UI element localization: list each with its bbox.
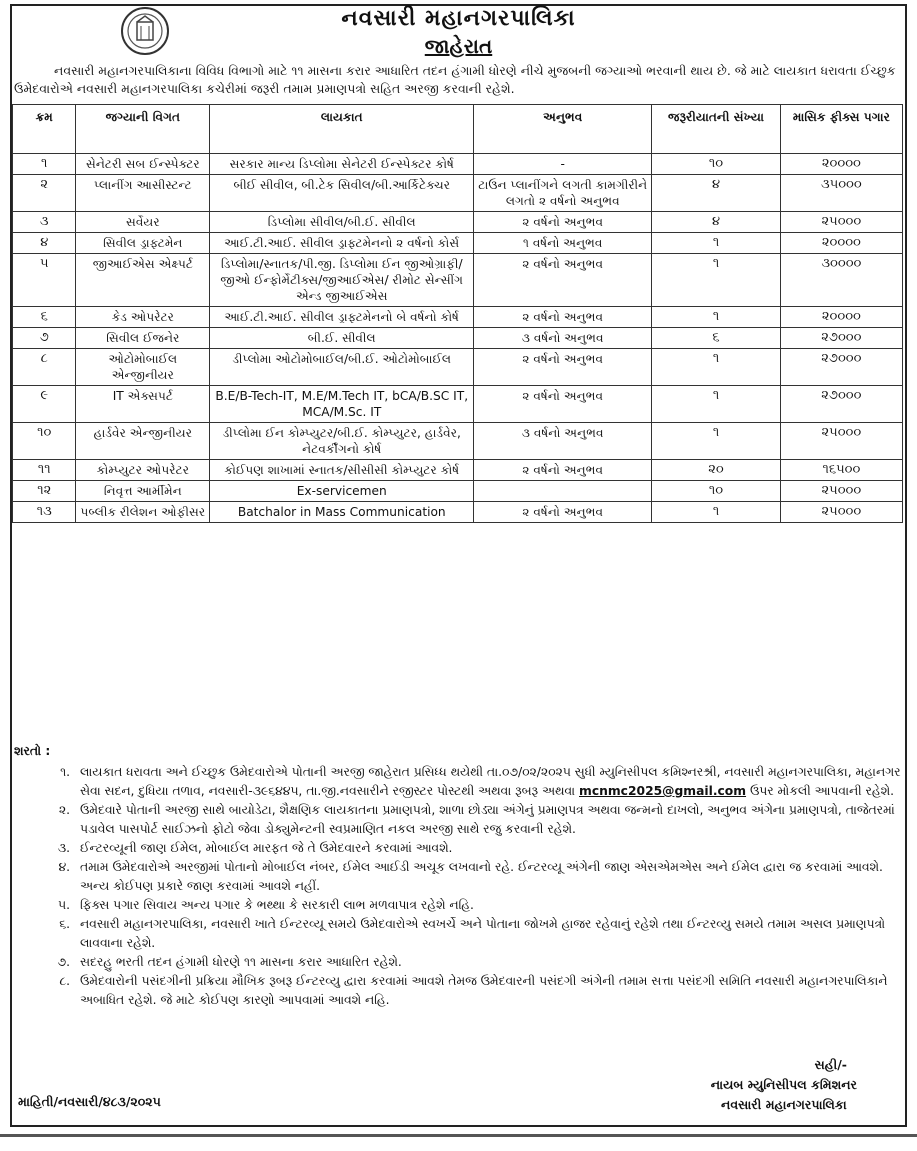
row-serial: ૧૩ bbox=[13, 502, 76, 523]
row-salary: ૨૫૦૦૦ bbox=[780, 481, 902, 502]
row-serial: ૬ bbox=[13, 307, 76, 328]
row-qualification: ડિપ્લોમા/સ્નાતક/પી.જી. ડિપ્લોમા ઈન જીઓગ્રાફી/જીઓ ઈન્ફોર્મેટીક્સ/જીઆઈએસ/ રીમોટ સેન્સીંગ એન્ડ જીઆઈએસ bbox=[210, 254, 474, 307]
row-qualification: ડીપ્લોમા ઈન કોમ્પ્યુટર/બી.ઈ. કોમ્પ્યુટર, હાર્ડવેર, નેટવર્કીંગનો કોર્ષ bbox=[210, 423, 474, 460]
conditions-heading: શરતો : bbox=[14, 744, 51, 758]
table-header-row bbox=[13, 105, 903, 154]
row-experience bbox=[474, 481, 652, 502]
row-post: પબ્લીક રીલેશન ઓફીસર bbox=[76, 502, 210, 523]
condition-item bbox=[14, 972, 903, 1010]
row-vacancies: ૪ bbox=[652, 212, 781, 233]
row-salary: ૨૦૦૦૦ bbox=[780, 233, 902, 254]
row-vacancies: ૪ bbox=[652, 175, 781, 212]
row-serial: ૧ bbox=[13, 154, 76, 175]
row-experience: ૧ વર્ષનો અનુભવ bbox=[474, 233, 652, 254]
header-salary: માસિક ફીક્સ પગાર bbox=[780, 105, 902, 154]
table-row bbox=[13, 386, 903, 423]
vacancy-table bbox=[12, 104, 903, 523]
row-post: સર્વેયર bbox=[76, 212, 210, 233]
row-vacancies: ૧૦ bbox=[652, 481, 781, 502]
row-experience: - bbox=[474, 154, 652, 175]
condition-text: ઈન્ટરવ્યૂની જાણ ઈમેલ, મોબાઈલ મારફત જે તે ઉમેદવારને કરવામાં આવશે. bbox=[80, 841, 453, 855]
row-vacancies: ૧ bbox=[652, 502, 781, 523]
row-serial: ૪ bbox=[13, 233, 76, 254]
condition-text: તમામ ઉમેદવારોએ અરજીમાં પોતાનો મોબાઈલ નંબર, ઈમેલ આઈડી અચૂક લખવાનો રહે. ઈન્ટરવ્યૂ અંગેની જાણ એસએમએસ અને ઈમેલ દ્વારા જ કરવામાં આવશે. અન્ય કોઈપણ પ્રકારે જાણ કરવામાં આવશે નહીં. bbox=[80, 860, 883, 893]
row-experience: ૩ વર્ષનો અનુભવ bbox=[474, 328, 652, 349]
row-qualification: B.E/B-Tech-IT, M.E/M.Tech IT, bCA/B.SC IT, MCA/M.Sc. IT bbox=[210, 386, 474, 423]
reference-number: માહિતી/નવસારી/૪૮૩/૨૦૨૫ bbox=[18, 1094, 161, 1109]
row-serial: ૩ bbox=[13, 212, 76, 233]
condition-text-wrap bbox=[80, 972, 903, 1010]
row-salary: ૩૫૦૦૦ bbox=[780, 175, 902, 212]
row-salary: ૨૦૦૦૦ bbox=[780, 307, 902, 328]
row-salary: ૩૦૦૦૦ bbox=[780, 254, 902, 307]
table-row bbox=[13, 502, 903, 523]
row-vacancies: ૧ bbox=[652, 233, 781, 254]
condition-text: લાયકાત ધરાવતા અને ઈચ્છુક ઉમેદવારોએ પોતાની અરજી જાહેરાત પ્રસિધ્ધ થયેથી તા.૦૭/૦૨/૨૦૨૫ સુધી મ્યુનિસીપલ કમિશ્નરશ્રી, નવસારી મહાનગરપાલિકા, મહાનગર સેવા સદન, દુધિયા તળાવ, નવસારી-૩૯૬૪૪૫, તા.જી.નવસારીને રજીસ્ટર પોસ્ટથી અથવા રૂબરૂ અથવા bbox=[80, 765, 901, 798]
condition-item bbox=[14, 858, 903, 896]
condition-text-after: ઉપર મોકલી આપવાની રહેશે. bbox=[746, 784, 895, 798]
row-post: હાર્ડવેર એન્જીનીયર bbox=[76, 423, 210, 460]
row-serial: ૯ bbox=[13, 386, 76, 423]
row-qualification: ડીપ્લોમા ઓટોમોબાઈલ/બી.ઈ. ઓટોમોબાઈલ bbox=[210, 349, 474, 386]
row-experience: ૨ વર્ષનો અનુભવ bbox=[474, 212, 652, 233]
condition-item bbox=[14, 763, 903, 801]
table-row bbox=[13, 460, 903, 481]
row-post: સિવીલ ડ્રાફ્ટમેન bbox=[76, 233, 210, 254]
row-qualification: Batchalor in Mass Communication bbox=[210, 502, 474, 523]
row-vacancies: ૬ bbox=[652, 328, 781, 349]
row-qualification: સરકાર માન્ય ડિપ્લોમા સેનેટરી ઈન્સ્પેક્ટર કોર્ષ bbox=[210, 154, 474, 175]
condition-text: ઉમેદવારોની પસંદગીની પ્રક્રિયા મૌખિક રૂબરૂ ઈન્ટરવ્યુ દ્વારા કરવામાં આવશે તેમજ ઉમેદવારની પસંદગી અંગેની તમામ સત્તા પસંદગી સમિતિ નવસારી મહાનગરપાલિકાને અબાધિત રહેશે. જે માટે કોઈપણ કારણો આપવામાં આવશે નહિ. bbox=[80, 974, 888, 1007]
row-serial: ૫ bbox=[13, 254, 76, 307]
email-link[interactable]: mcnmc2025@gmail.com bbox=[579, 784, 747, 798]
row-experience: ૨ વર્ષનો અનુભવ bbox=[474, 460, 652, 481]
row-salary: ૨૦૦૦૦ bbox=[780, 154, 902, 175]
row-experience: ૨ વર્ષનો અનુભવ bbox=[474, 386, 652, 423]
row-experience: ૨ વર્ષનો અનુભવ bbox=[474, 349, 652, 386]
condition-item bbox=[14, 896, 903, 915]
header-serial: ક્રમ bbox=[13, 105, 76, 154]
table-row bbox=[13, 175, 903, 212]
row-vacancies: ૧ bbox=[652, 307, 781, 328]
condition-text-wrap bbox=[80, 801, 903, 839]
table-row bbox=[13, 154, 903, 175]
row-post: જીઆઈએસ એક્ષ્પર્ટ bbox=[76, 254, 210, 307]
table-row bbox=[13, 254, 903, 307]
row-qualification: આઈ.ટી.આઈ. સીવીલ ડ્રાફ્ટમેનનો બે વર્ષનો કોર્ષ bbox=[210, 307, 474, 328]
page-title: નવસારી મહાનગરપાલિકા bbox=[341, 6, 576, 31]
row-qualification: ડિપ્લોમા સીવીલ/બી.ઈ. સીવીલ bbox=[210, 212, 474, 233]
condition-item bbox=[14, 915, 903, 953]
row-salary: ૨૫૦૦૦ bbox=[780, 212, 902, 233]
row-post: કોમ્પ્યુટર ઓપરેટર bbox=[76, 460, 210, 481]
table-row bbox=[13, 481, 903, 502]
table-row bbox=[13, 212, 903, 233]
row-serial: ૧૨ bbox=[13, 481, 76, 502]
row-post: ઓટોમોબાઈલ એન્જીનીયર bbox=[76, 349, 210, 386]
row-post: IT એક્સપર્ટ bbox=[76, 386, 210, 423]
row-qualification: બીઈ સીવીલ, બી.ટેક સિવીલ/બી.આર્કિટેક્ચર bbox=[210, 175, 474, 212]
row-serial: ૧૦ bbox=[13, 423, 76, 460]
row-post: સિવીલ ઈજનેર bbox=[76, 328, 210, 349]
condition-text-wrap bbox=[80, 953, 903, 972]
condition-number: ૨. bbox=[58, 803, 70, 817]
condition-number: ૪. bbox=[58, 860, 70, 874]
header-qualification: લાયકાત bbox=[210, 105, 474, 154]
condition-item bbox=[14, 839, 903, 858]
condition-number: ૭. bbox=[57, 955, 70, 969]
row-vacancies: ૧ bbox=[652, 254, 781, 307]
intro-paragraph: નવસારી મહાનગરપાલિકાના વિવિધ વિભાગો માટે ૧૧ માસના કરાર આધારિત તદન હંગામી ધોરણે નીચે મુજબની જગ્યાઓ ભરવાની થાય છે. જે માટે લાયકાત ધરાવતા ઈચ્છુક ઉમેદવારોએ નવસારી મહાનગરપાલિકા કચેરીમાં જરૂરી તમામ પ્રમાણપત્રો સહિત અરજી કરવાની રહેશે. bbox=[14, 63, 896, 96]
table-row bbox=[13, 349, 903, 386]
condition-item bbox=[14, 801, 903, 839]
condition-text: સદરહુ ભરતી તદન હંગામી ધોરણે ૧૧ માસના કરાર આધારિત રહેશે. bbox=[80, 955, 402, 969]
row-vacancies: ૧ bbox=[652, 423, 781, 460]
condition-number: ૬. bbox=[59, 917, 70, 931]
row-post: સેનેટરી સબ ઈન્સ્પેક્ટર bbox=[76, 154, 210, 175]
condition-text-wrap bbox=[80, 763, 903, 801]
condition-text-wrap bbox=[80, 896, 903, 915]
condition-text: નવસારી મહાનગરપાલિકા, નવસારી ખાતે ઈન્ટરવ્યૂ સમયે ઉમેદવારોએ સ્વખર્ચે અને પોતાના જોખમે હાજર રહેવાનું રહેશે તથા ઈન્ટરવ્યુ સમયે તમામ અસલ પ્રમાણપત્રો લાવવાના રહેશે. bbox=[80, 917, 886, 950]
row-salary: ૨૭૦૦૦ bbox=[780, 328, 902, 349]
row-salary: ૨૫૦૦૦ bbox=[780, 502, 902, 523]
row-salary: ૨૭૦૦૦ bbox=[780, 349, 902, 386]
table-row bbox=[13, 328, 903, 349]
row-serial: ૭ bbox=[13, 328, 76, 349]
condition-text-wrap bbox=[80, 915, 903, 953]
row-experience: ૨ વર્ષનો અનુભવ bbox=[474, 502, 652, 523]
header-post: જગ્યાની વિગત bbox=[76, 105, 210, 154]
condition-text-wrap bbox=[80, 839, 903, 858]
bottom-divider bbox=[0, 1134, 917, 1137]
row-qualification: કોઈપણ શાખામાં સ્નાતક/સીસીસી કોમ્પ્યુટર કોર્ષ bbox=[210, 460, 474, 481]
signature-mark: સહી/- bbox=[814, 1057, 847, 1072]
row-salary: ૨૭૦૦૦ bbox=[780, 386, 902, 423]
row-post: કેડ ઓપરેટર bbox=[76, 307, 210, 328]
header-experience: અનુભવ bbox=[474, 105, 652, 154]
page-subtitle: જાહેરાત bbox=[424, 34, 493, 58]
table-row bbox=[13, 307, 903, 328]
row-experience: ૨ વર્ષનો અનુભવ bbox=[474, 307, 652, 328]
table-row bbox=[13, 233, 903, 254]
condition-item bbox=[14, 953, 903, 972]
signatory-designation: નાયબ મ્યુનિસીપલ કમિશનર bbox=[710, 1077, 857, 1092]
row-serial: ૧૧ bbox=[13, 460, 76, 481]
row-qualification: બી.ઈ. સીવીલ bbox=[210, 328, 474, 349]
row-salary: ૨૫૦૦૦ bbox=[780, 423, 902, 460]
row-experience: ૩ વર્ષનો અનુભવ bbox=[474, 423, 652, 460]
row-vacancies: ૧૦ bbox=[652, 154, 781, 175]
row-post: પ્લાનીંગ આસીસ્ટન્ટ bbox=[76, 175, 210, 212]
row-serial: ૮ bbox=[13, 349, 76, 386]
row-qualification: Ex-servicemen bbox=[210, 481, 474, 502]
conditions-section bbox=[14, 742, 903, 1010]
condition-text-wrap bbox=[80, 858, 903, 896]
row-post: નિવૃત્ત આર્મીમેન bbox=[76, 481, 210, 502]
row-salary: ૧૬૫૦૦ bbox=[780, 460, 902, 481]
condition-text: ફિક્સ પગાર સિવાય અન્ય પગાર કે ભથ્થા કે સરકારી લાભ મળવાપાત્ર રહેશે નહિ. bbox=[80, 898, 474, 912]
signatory-organization: નવસારી મહાનગરપાલિકા bbox=[721, 1097, 847, 1112]
header-vacancies: જરૂરીયાતની સંખ્યા bbox=[652, 105, 781, 154]
row-qualification: આઈ.ટી.આઈ. સીવીલ ડ્રાફ્ટમેનનો ૨ વર્ષનો કોર્સ bbox=[210, 233, 474, 254]
condition-number: ૮. bbox=[59, 974, 70, 988]
row-serial: ૨ bbox=[13, 175, 76, 212]
row-vacancies: ૨૦ bbox=[652, 460, 781, 481]
row-vacancies: ૧ bbox=[652, 386, 781, 423]
condition-text: ઉમેદવારે પોતાની અરજી સાથે બાયોડેટા, શૈક્ષણિક લાયકાતના પ્રમાણપત્રો, શાળા છોડ્યા અંગેનું પ્રમાણપત્ર અથવા જન્મનો દાખલો, અનુભવ અંગેના પ્રમાણપત્રો, તાજેતરમાં પડાવેલ પાસપોર્ટ સાઈઝનો ફોટો જેવા ડોક્યુમેન્ટની સ્વપ્રમાણિત નકલ અરજી સાથે રજુ કરવાની રહેશે. bbox=[80, 803, 895, 836]
table-row bbox=[13, 423, 903, 460]
row-experience: ટાઉન પ્લાનીંગને લગતી કામગીરીને લગતો ૨ વર્ષનો અનુભવ bbox=[474, 175, 652, 212]
row-vacancies: ૧ bbox=[652, 349, 781, 386]
condition-number: ૫. bbox=[58, 898, 70, 912]
row-experience: ૨ વર્ષનો અનુભવ bbox=[474, 254, 652, 307]
condition-number: ૩. bbox=[57, 841, 70, 855]
signature-block bbox=[711, 1055, 857, 1115]
condition-number: ૧. bbox=[60, 765, 70, 779]
